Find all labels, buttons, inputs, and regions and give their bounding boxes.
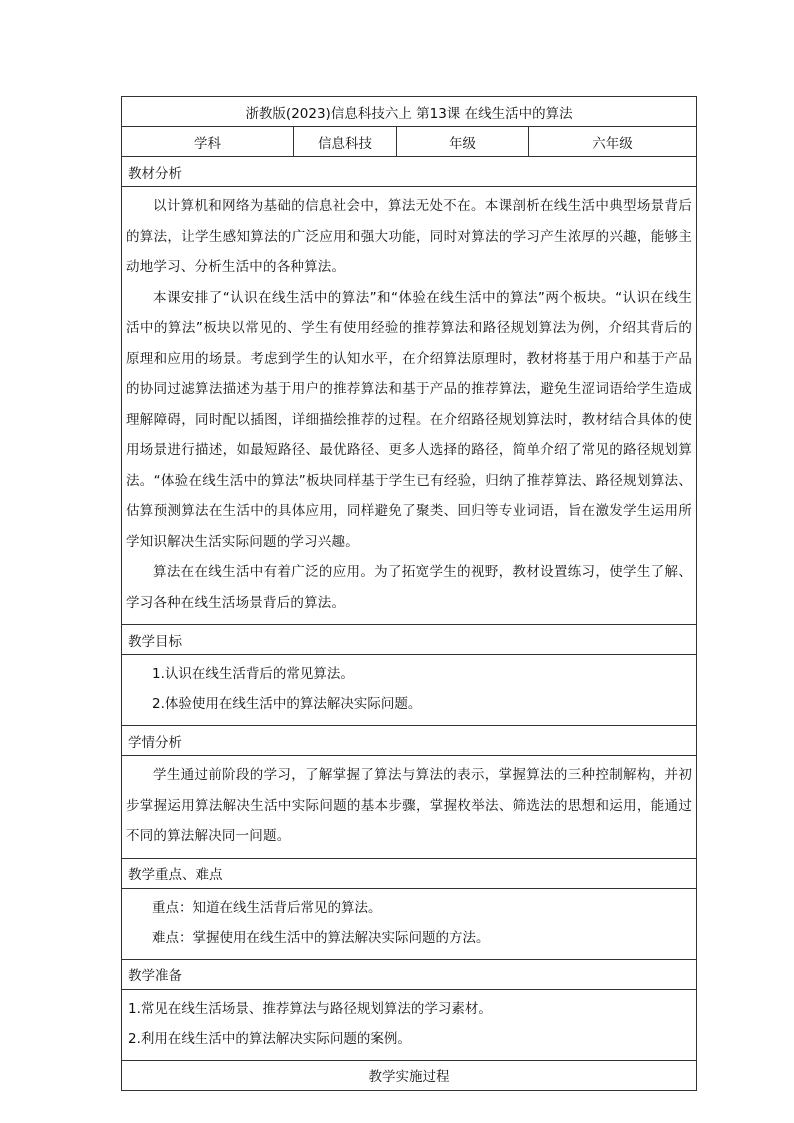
- preparation-item: 1.常见在线生活场景、推荐算法与路径规划算法的学习素材。: [128, 1000, 492, 1017]
- preparation-item: 2.利用在线生活中的算法解决实际问题的案例。: [128, 1030, 411, 1047]
- teaching-goals-body: [122, 655, 697, 726]
- process-heading: 教学实施过程: [122, 1060, 697, 1090]
- lesson-plan-table: [121, 96, 697, 1091]
- preparation-heading-row: [122, 959, 697, 989]
- material-analysis-paragraph: 算法在在线生活中有着广泛的应用。为了拓宽学生的视野，教材设置练习，使学生了解、学习各种在线生活场景背后的算法。: [126, 564, 693, 611]
- teaching-goals-heading-row: [122, 625, 697, 655]
- document-title: 浙教版(2023)信息科技六上 第13课 在线生活中的算法: [122, 97, 697, 127]
- material-analysis-body-row: [122, 187, 697, 625]
- subject-value: 信息科技: [294, 127, 397, 157]
- learner-analysis-heading: 学情分析: [122, 726, 697, 756]
- grade-value: 六年级: [529, 127, 697, 157]
- teaching-goal-item: 2.体验使用在线生活中的算法解决实际问题。: [152, 696, 422, 712]
- material-analysis-paragraph: 以计算机和网络为基础的信息社会中，算法无处不在。本课剖析在线生活中典型场景背后的算法，让学生感知算法的广泛应用和强大功能，同时对算法的学习产生浓厚的兴趣，能够主动地学习、分析生活中的各种算法。: [126, 198, 693, 275]
- key-points-body-row: [122, 888, 697, 959]
- material-analysis-heading-row: [122, 157, 697, 187]
- info-row: [122, 127, 697, 157]
- key-points-heading-row: [122, 858, 697, 888]
- learner-analysis-heading-row: [122, 726, 697, 756]
- teaching-goals-body-row: [122, 655, 697, 726]
- teaching-goals-heading: 教学目标: [122, 625, 697, 655]
- material-analysis-heading: 教材分析: [122, 157, 697, 187]
- learner-analysis-body-row: [122, 756, 697, 859]
- subject-label: 学科: [122, 127, 294, 157]
- grade-label: 年级: [397, 127, 529, 157]
- title-row: [122, 97, 697, 127]
- material-analysis-body: [122, 187, 697, 625]
- teaching-goal-item: 1.认识在线生活背后的常见算法。: [152, 666, 354, 682]
- key-points-heading: 教学重点、难点: [122, 858, 697, 888]
- key-point-item: 重点：知道在线生活背后常见的算法。: [152, 899, 382, 916]
- preparation-body-row: [122, 989, 697, 1060]
- process-heading-row: [122, 1060, 697, 1090]
- learner-analysis-body: [122, 756, 697, 859]
- key-point-item: 难点：掌握使用在线生活中的算法解决实际问题的方法。: [152, 929, 490, 946]
- learner-analysis-paragraph: 学生通过前阶段的学习，了解掌握了算法与算法的表示，掌握算法的三种控制解构，并初步掌握运用算法解决生活中实际问题的基本步骤，掌握枚举法、筛选法的思想和运用，能通过不同的算法解决同一问题。: [126, 767, 693, 844]
- preparation-body: [122, 989, 697, 1060]
- key-points-body: [122, 888, 697, 959]
- preparation-heading: 教学准备: [122, 959, 697, 989]
- material-analysis-paragraph: 本课安排了“认识在线生活中的算法”和“体验在线生活中的算法”两个板块。“认识在线生活中的算法”板块以常见的、学生有使用经验的推荐算法和路径规划算法为例，介绍其背后的原理和应用的场景。考虑到学生的认知水平，在介绍算法原理时，教材将基于用户和基于产品的协同过滤算法描述为基于用户的推荐算法和基于产品的推荐算法，避免生涩词语给学生造成理解障碍，同时配以插图，详细描绘推荐的过程。在介绍路径规划算法时，教材结合具体的使用场景进行描述，如最短路径、最优路径、更多人选择的路径，简单介绍了常见的路径规划算法。“体验在线生活中的算法”板块同样基于学生已有经验，归纳了推荐算法、路径规划算法、估算预测算法在生活中的具体应用，同样避免了聚类、回归等专业词语，旨在激发学生运用所学知识解决生活实际问题的学习兴趣。: [126, 289, 693, 550]
